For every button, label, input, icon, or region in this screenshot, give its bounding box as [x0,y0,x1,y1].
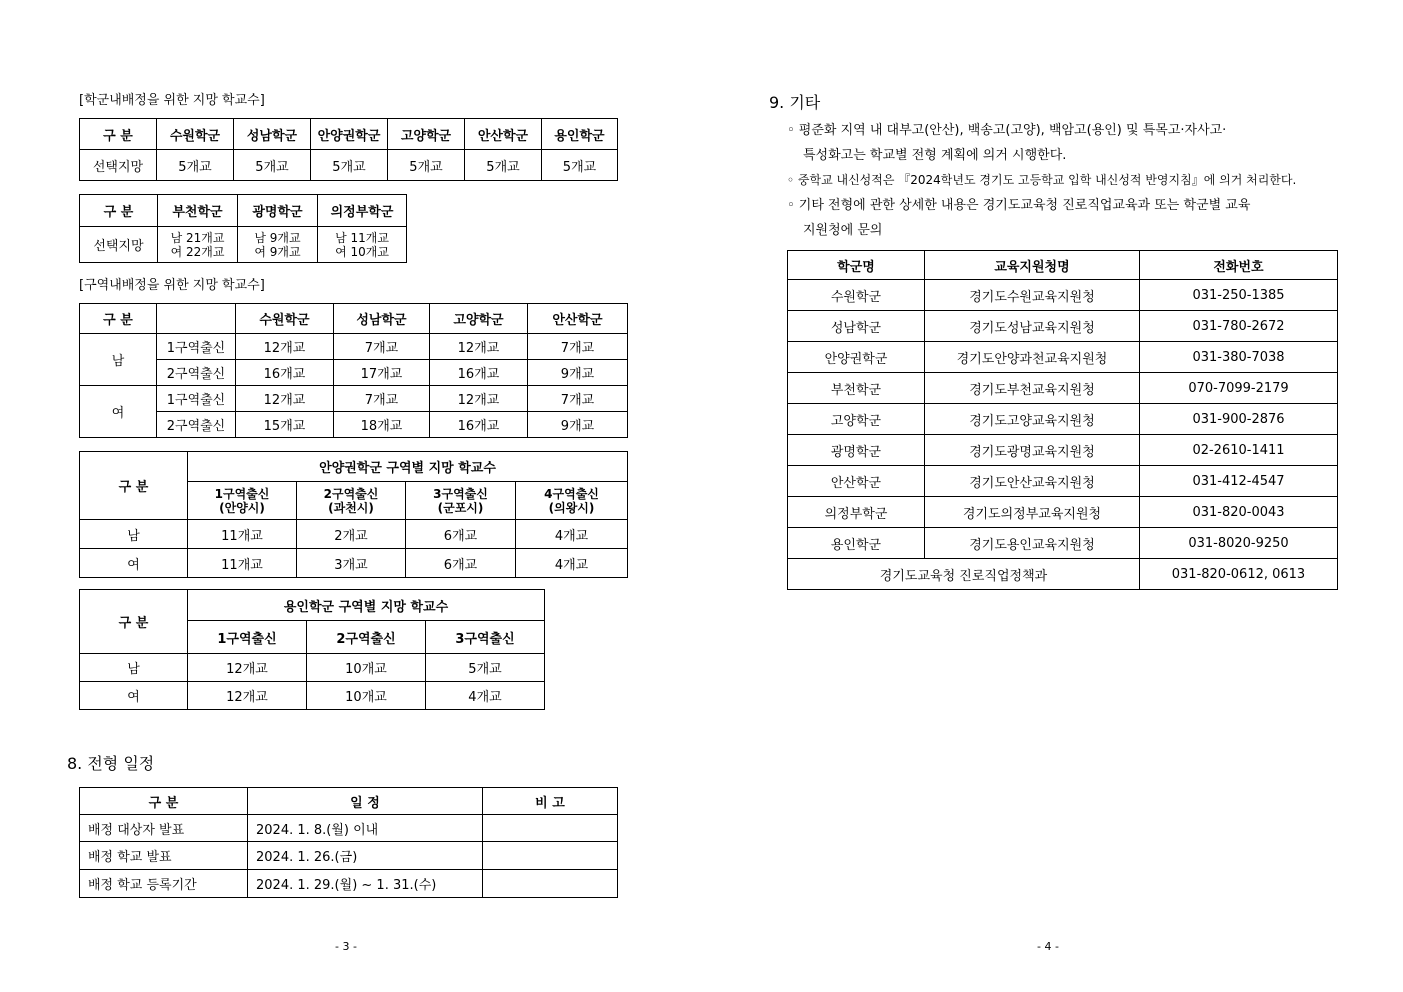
table-cell: 16개교 [430,412,528,438]
header-cell: 의정부학군 [318,195,407,227]
caption-zone: [구역내배정을 위한 지망 학교수] [79,278,265,293]
header-cell: 고양학군 [430,304,528,334]
header-cell: 안산학군 [465,119,542,150]
table-cell: 4개교 [426,682,545,710]
section-heading-other: 9. 기타 [769,93,821,112]
table-cell [483,815,618,842]
table-cell: 경기도안양과천교육지원청 [925,342,1140,373]
table-cell: 031-780-2672 [1140,311,1338,342]
table-cell: 10개교 [307,654,426,682]
table-cell: 11개교 [188,549,297,578]
header-cell: 광명학군 [238,195,318,227]
table-cell: 의정부학군 [788,497,925,528]
table-cell: 7개교 [334,334,430,360]
header-cell: 1구역출신 (안양시) [188,482,297,520]
table-cell: 여 [80,682,188,710]
table-cell: 10개교 [307,682,426,710]
header-cell: 일 정 [248,788,483,815]
table-cell: 3개교 [297,549,406,578]
header-cell: 교육지원청명 [925,251,1140,280]
header-cell: 성남학군 [334,304,430,334]
table-cell: 4개교 [516,549,628,578]
table-cell: 경기도성남교육지원청 [925,311,1140,342]
bullet-line: 지원청에 문의 [803,223,883,238]
bullet-line: ◦ 중학교 내신성적은 『2024학년도 경기도 고등학교 입학 내신성적 반영지침』에 의거 처리한다. [787,173,1297,187]
table-cell: 5개교 [542,150,618,181]
table-cell: 17개교 [334,360,430,386]
table-cell: 9개교 [528,360,628,386]
table-cell: 7개교 [334,386,430,412]
table-cell: 031-820-0043 [1140,497,1338,528]
table-cell: 031-380-7038 [1140,342,1338,373]
table-cell: 광명학군 [788,435,925,466]
header-cell: 안양권학군 구역별 지망 학교수 [188,452,628,482]
table-cell: 배정 학교 발표 [80,842,248,870]
table-anyang-zones [79,451,628,578]
table-cell: 16개교 [236,360,334,386]
table-cell: 부천학군 [788,373,925,404]
header-cell: 용인학군 [542,119,618,150]
table-cell [483,842,618,870]
table-cell: 선택지망 [80,227,158,263]
table-cell: 선택지망 [80,150,157,181]
table-cell: 2024. 1. 8.(월) 이내 [248,815,483,842]
bullet-line: ◦ 기타 전형에 관한 상세한 내용은 경기도교육청 진로직업교육과 또는 학군별 교육 [787,198,1251,213]
table-cell: 16개교 [430,360,528,386]
table-schedule [79,787,618,898]
header-cell: 구 분 [80,788,248,815]
table-cell: 남 11개교 여 10개교 [318,227,407,263]
header-cell: 전화번호 [1140,251,1338,280]
table-cell: 경기도의정부교육지원청 [925,497,1140,528]
table-yongin-zones [79,589,545,710]
table-cell: 경기도교육청 진로직업정책과 [788,559,1140,590]
table-cell: 031-820-0612, 0613 [1140,559,1338,590]
table-cell: 경기도수원교육지원청 [925,280,1140,311]
table-cell: 12개교 [236,386,334,412]
table-cell: 5개교 [311,150,388,181]
table-cell: 1구역출신 [157,334,236,360]
table-cell: 5개교 [465,150,542,181]
table-cell: 2구역출신 [157,412,236,438]
header-cell: 수원학군 [157,119,234,150]
table-cell: 15개교 [236,412,334,438]
header-cell: 구 분 [80,590,188,654]
header-cell: 1구역출신 [188,621,307,654]
table-cell: 12개교 [430,334,528,360]
header-cell: 비 고 [483,788,618,815]
table-zone-choice [79,303,628,438]
table-cell: 배정 대상자 발표 [80,815,248,842]
header-cell: 안양권학군 [311,119,388,150]
table-cell: 경기도고양교육지원청 [925,404,1140,435]
table-district-choice-gender [79,194,407,263]
table-cell: 고양학군 [788,404,925,435]
table-cell: 6개교 [406,520,516,549]
header-cell: 2구역출신 [307,621,426,654]
table-cell: 경기도안산교육지원청 [925,466,1140,497]
table-cell: 12개교 [188,682,307,710]
caption-school-district: [학군내배정을 위한 지망 학교수] [79,93,265,108]
table-cell: 5개교 [388,150,465,181]
bullet-line: 특성화고는 학교별 전형 계획에 의거 시행한다. [803,148,1067,163]
header-cell: 안산학군 [528,304,628,334]
header-cell: 3구역출신 (군포시) [406,482,516,520]
table-cell: 9개교 [528,412,628,438]
header-cell [157,304,236,334]
table-cell: 2구역출신 [157,360,236,386]
table-cell: 5개교 [234,150,311,181]
bullet-line: ◦ 평준화 지역 내 대부고(안산), 백송고(고양), 백암고(용인) 및 특목고·자사고· [787,123,1227,138]
header-cell: 구 분 [80,304,157,334]
table-cell: 5개교 [426,654,545,682]
table-cell: 18개교 [334,412,430,438]
table-cell: 031-8020-9250 [1140,528,1338,559]
header-cell: 4구역출신 (의왕시) [516,482,628,520]
table-cell: 남 [80,520,188,549]
header-cell: 용인학군 구역별 지망 학교수 [188,590,545,621]
table-cell: 경기도광명교육지원청 [925,435,1140,466]
table-cell: 배정 학교 등록기간 [80,870,248,898]
header-cell: 구 분 [80,119,157,150]
table-district-choice [79,118,618,181]
table-cell: 경기도부천교육지원청 [925,373,1140,404]
table-cell: 4개교 [516,520,628,549]
table-cell: 12개교 [236,334,334,360]
table-cell: 남 9개교 여 9개교 [238,227,318,263]
table-cell: 1구역출신 [157,386,236,412]
table-cell: 남 21개교 여 22개교 [158,227,238,263]
table-cell: 031-412-4547 [1140,466,1338,497]
table-cell: 031-900-2876 [1140,404,1338,435]
bullet-list [787,118,1347,243]
table-cell: 수원학군 [788,280,925,311]
table-cell: 남 [80,654,188,682]
table-cell: 11개교 [188,520,297,549]
table-cell: 여 [80,549,188,578]
table-cell: 여 [80,386,157,438]
table-cell: 남 [80,334,157,386]
table-cell [483,870,618,898]
table-cell: 경기도용인교육지원청 [925,528,1140,559]
header-cell: 2구역출신 (과천시) [297,482,406,520]
header-cell: 구 분 [80,195,158,227]
header-cell: 학군명 [788,251,925,280]
header-cell: 성남학군 [234,119,311,150]
table-cell: 02-2610-1411 [1140,435,1338,466]
table-cell: 안산학군 [788,466,925,497]
table-cell: 6개교 [406,549,516,578]
table-cell: 12개교 [430,386,528,412]
table-cell: 7개교 [528,334,628,360]
header-cell: 구 분 [80,452,188,520]
header-cell: 고양학군 [388,119,465,150]
header-cell: 3구역출신 [426,621,545,654]
table-cell: 2024. 1. 29.(월) ~ 1. 31.(수) [248,870,483,898]
table-cell: 성남학군 [788,311,925,342]
table-cell: 안양권학군 [788,342,925,373]
header-cell: 수원학군 [236,304,334,334]
table-cell: 031-250-1385 [1140,280,1338,311]
table-cell: 12개교 [188,654,307,682]
section-heading-schedule: 8. 전형 일정 [67,754,155,773]
header-cell: 부천학군 [158,195,238,227]
page-number: - 4 - [1037,940,1059,953]
table-cell: 070-7099-2179 [1140,373,1338,404]
page-number: - 3 - [335,940,357,953]
table-cell: 용인학군 [788,528,925,559]
table-cell: 2개교 [297,520,406,549]
table-cell: 7개교 [528,386,628,412]
table-cell: 2024. 1. 26.(금) [248,842,483,870]
table-contacts [787,250,1338,590]
table-cell: 5개교 [157,150,234,181]
